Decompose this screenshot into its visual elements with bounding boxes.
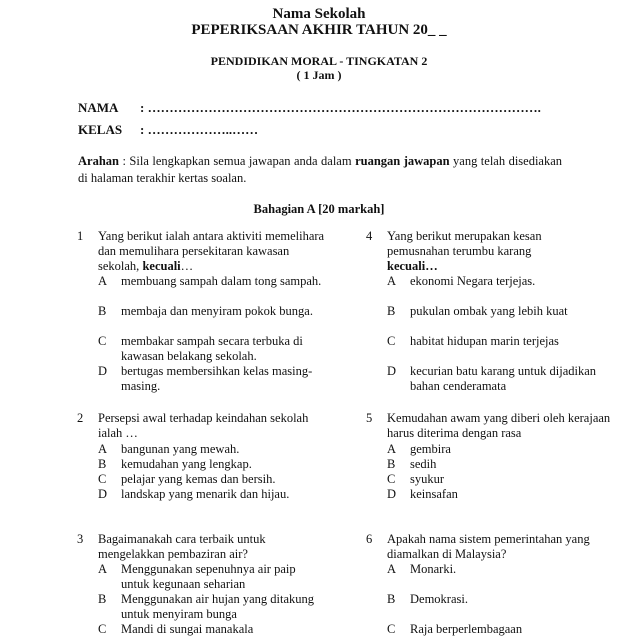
instruction-label: Arahan: [78, 154, 119, 168]
option-text: Menggunakan air hujan yang ditakung untuk menyiram bunga: [121, 592, 315, 621]
option-text: membaja dan menyiram pokok bunga.: [121, 304, 313, 318]
instruction-text-1: Sila lengkapkan semua jawapan anda dalam: [129, 154, 356, 168]
option-text: membuang sampah dalam tong sampah.: [121, 274, 322, 288]
stem-text: Persepsi awal terhadap keindahan sekolah ialah …: [98, 411, 309, 440]
option-letter: C: [387, 472, 396, 486]
option-letter: C: [98, 334, 107, 348]
question-number: 5: [366, 411, 373, 425]
stem-bold: kecuali…: [387, 259, 438, 273]
question-number: 4: [366, 229, 373, 243]
stem-text: Apakah nama sistem pemerintahan yang diamalkan di Malaysia?: [387, 532, 590, 561]
option-letter: C: [387, 334, 396, 348]
option-text: ekonomi Negara terjejas.: [410, 274, 536, 288]
option-letter: A: [98, 562, 108, 576]
option-letter: C: [98, 622, 107, 636]
question-number: 6: [366, 532, 373, 546]
stem-text: Kemudahan awam yang diberi oleh kerajaan harus diterima dengan rasa: [387, 411, 611, 440]
option-letter: A: [98, 274, 108, 288]
stem-text: Bagaimanakah cara terbaik untuk mengelakkan pembaziran air?: [98, 532, 266, 561]
option-text: pelajar yang kemas dan bersih.: [121, 472, 276, 486]
option-letter: A: [387, 442, 397, 456]
stem-bold: kecuali: [142, 259, 181, 273]
question-stem: [387, 229, 572, 274]
question-stem: [98, 532, 328, 562]
instruction: [78, 153, 562, 187]
option-text: Menggunakan sepenuhnya air paip untuk kegunaan seharian: [121, 562, 296, 591]
option-text: bangunan yang mewah.: [121, 442, 240, 456]
option-text: Demokrasi.: [410, 592, 468, 606]
question-number: 1: [77, 229, 84, 243]
exam-duration: ( 1 Jam ): [296, 68, 342, 82]
option-text: Raja berperlembagaan: [410, 622, 523, 636]
question-stem: [387, 532, 617, 562]
option-text: pukulan ombak yang lebih kuat: [410, 304, 568, 318]
stem-text: Yang berikut merupakan kesan pemusnahan terumbu karang: [387, 229, 542, 258]
instruction-bold: ruangan jawapan: [355, 154, 450, 168]
option-letter: A: [387, 562, 397, 576]
question-stem: [98, 229, 328, 274]
option-letter: A: [98, 442, 108, 456]
option-letter: C: [387, 622, 396, 636]
name-label: NAMA: [78, 100, 119, 115]
option-text: kecurian batu karang untuk dijadikan bahan cenderamata: [410, 364, 597, 393]
option-letter: B: [98, 304, 107, 318]
class-label: KELAS: [78, 122, 123, 137]
option-text: gembira: [410, 442, 451, 456]
option-letter: C: [98, 472, 107, 486]
class-dotted-line: : ………………..……: [140, 122, 259, 137]
option-letter: D: [98, 364, 108, 378]
option-text: keinsafan: [410, 487, 458, 501]
question-stem: [98, 411, 328, 441]
option-letter: B: [98, 592, 107, 606]
stem-tail: …: [180, 259, 194, 273]
option-letter: D: [387, 487, 397, 501]
option-text: syukur: [410, 472, 445, 486]
option-text: kemudahan yang lengkap.: [121, 457, 252, 471]
option-text: Monarki.: [410, 562, 457, 576]
question-number: 2: [77, 411, 84, 425]
stem-text: Yang berikut ialah antara aktiviti memelihara dan memulihara persekitaran kawasan sekolah,: [98, 229, 325, 273]
option-text: landskap yang menarik dan hijau.: [121, 487, 290, 501]
school-name: Nama Sekolah: [272, 6, 366, 22]
option-letter: B: [98, 457, 107, 471]
name-field: [78, 100, 541, 116]
option-letter: B: [387, 457, 396, 471]
question-number: 3: [77, 532, 84, 546]
question-stem: [387, 411, 617, 441]
option-letter: B: [387, 592, 396, 606]
option-text: bertugas membersihkan kelas masing-masing.: [121, 364, 313, 393]
instruction-text-2: yang telah disediakan di halaman terakhir kertas soalan.: [78, 154, 563, 185]
option-text: Mandi di sungai manakala: [121, 622, 254, 636]
option-letter: D: [98, 487, 108, 501]
section-title: Bahagian A [20 markah]: [253, 202, 385, 216]
subject-title: PENDIDIKAN MORAL - TINGKATAN 2: [210, 54, 428, 68]
option-letter: A: [387, 274, 397, 288]
class-field: [78, 122, 258, 138]
name-dotted-line: : ……………………………………………………………………………….: [140, 100, 541, 115]
option-letter: B: [387, 304, 396, 318]
option-text: habitat hidupan marin terjejas: [410, 334, 559, 348]
instruction-separator: :: [118, 154, 130, 168]
exam-title: PEPERIKSAAN AKHIR TAHUN 20_ _: [191, 22, 447, 38]
option-text: membakar sampah secara terbuka di kawasan belakang sekolah.: [121, 334, 303, 363]
option-letter: D: [387, 364, 397, 378]
option-text: sedih: [410, 457, 437, 471]
